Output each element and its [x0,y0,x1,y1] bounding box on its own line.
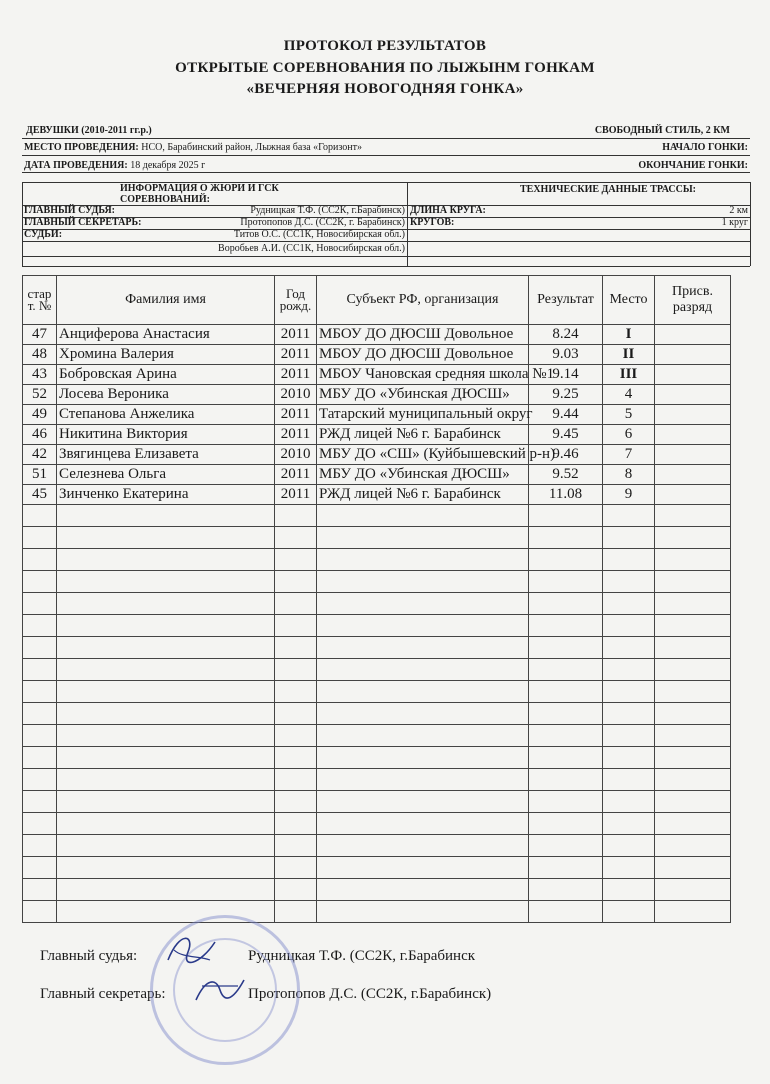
cell-place [603,747,655,769]
laps-label: КРУГОВ: [410,217,455,228]
cell-bib: 42 [23,445,57,465]
cell-year [275,791,317,813]
signature-judge-label: Главный судья: [40,948,138,964]
cell-result [529,593,603,615]
table-header-row [23,276,731,325]
cell-rank [655,465,731,485]
cell-rank [655,901,731,923]
cell-result [529,813,603,835]
cell-name [57,769,275,791]
cell-rank [655,835,731,857]
cell-place [603,703,655,725]
cell-result [529,703,603,725]
protocol-title: ПРОТОКОЛ РЕЗУЛЬТАТОВ [283,38,487,54]
cell-place: III [603,365,655,385]
cell-org [317,505,529,527]
cell-name: Хромина Валерия [57,345,275,365]
date-label: ДАТА ПРОВЕДЕНИЯ: [24,160,128,171]
cell-year [275,681,317,703]
cell-bib [23,725,57,747]
cell-year [275,505,317,527]
cell-name [57,615,275,637]
cell-result [529,791,603,813]
cell-name: Никитина Виктория [57,425,275,445]
start-label: НАЧАЛО ГОНКИ: [662,142,748,153]
cell-bib [23,813,57,835]
empty-table-row [23,901,731,923]
table-row [23,425,731,445]
empty-table-row [23,549,731,571]
cell-year: 2011 [275,345,317,365]
cell-name [57,747,275,769]
cell-year: 2011 [275,365,317,385]
cell-bib [23,857,57,879]
empty-table-row [23,813,731,835]
cell-result [529,615,603,637]
cell-rank [655,345,731,365]
cell-bib [23,835,57,857]
cell-year [275,703,317,725]
lap-length-label: ДЛИНА КРУГА: [410,205,486,216]
cell-bib [23,549,57,571]
empty-table-row [23,681,731,703]
cell-org [317,703,529,725]
cell-place: 8 [603,465,655,485]
cell-result [529,769,603,791]
cell-org: РЖД лицей №6 г. Барабинск [317,485,529,505]
cell-org [317,681,529,703]
cell-year [275,857,317,879]
cell-result: 9.45 [529,425,603,445]
cell-bib [23,703,57,725]
cell-org: МБОУ Чановская средняя школа №1 [317,365,529,385]
cell-name [57,527,275,549]
cell-bib: 49 [23,405,57,425]
cell-year [275,879,317,901]
cell-org: МБОУ ДО ДЮСШ Довольное [317,345,529,365]
cell-org [317,725,529,747]
cell-result [529,857,603,879]
cell-rank [655,527,731,549]
empty-table-row [23,879,731,901]
chief-secretary-label: ГЛАВНЫЙ СЕКРЕТАРЬ: [24,217,142,228]
cell-org [317,879,529,901]
cell-year: 2011 [275,485,317,505]
cell-org: МБУ ДО «Убинская ДЮСШ» [317,465,529,485]
track-title: ТЕХНИЧЕСКИЕ ДАННЫЕ ТРАССЫ: [520,184,697,195]
empty-table-row [23,769,731,791]
cell-result: 9.46 [529,445,603,465]
cell-name [57,813,275,835]
signature-secretary-name: Протопопов Д.С. (СС2К, г.Барабинск) [248,986,492,1002]
header-name: Фамилия имя [57,276,275,325]
lap-length-value: 2 км [729,205,748,216]
signature-judge-name: Рудницкая Т.Ф. (СС2К, г.Барабинск [248,948,476,964]
header-result: Результат [529,276,603,325]
cell-bib: 47 [23,325,57,345]
cell-place [603,549,655,571]
cell-place [603,659,655,681]
cell-rank [655,681,731,703]
empty-table-row [23,791,731,813]
cell-bib: 45 [23,485,57,505]
empty-table-row [23,571,731,593]
cell-bib [23,791,57,813]
cell-year [275,835,317,857]
venue-row [24,142,362,153]
cell-place: 7 [603,445,655,465]
cell-org [317,549,529,571]
cell-name: Зинченко Екатерина [57,485,275,505]
cell-year [275,571,317,593]
cell-place [603,879,655,901]
cell-year: 2011 [275,405,317,425]
cell-org: МБУ ДО «Убинская ДЮСШ» [317,385,529,405]
empty-table-row [23,527,731,549]
chief-judge-label: ГЛАВНЫЙ СУДЬЯ: [24,205,116,216]
empty-table-row [23,857,731,879]
cell-name [57,659,275,681]
cell-rank [655,857,731,879]
cell-year [275,527,317,549]
cell-name [57,791,275,813]
competition-title: ОТКРЫТЫЕ СОРЕВНОВАНИЯ ПО ЛЫЖЫНМ ГОНКАМ [175,60,595,76]
cell-name: Лосева Вероника [57,385,275,405]
table-row [23,385,731,405]
cell-result [529,879,603,901]
cell-result [529,901,603,923]
laps-value: 1 круг [721,217,748,228]
cell-place: 5 [603,405,655,425]
cell-name [57,681,275,703]
cell-name [57,703,275,725]
table-row [23,445,731,465]
table-row [23,405,731,425]
cell-name [57,571,275,593]
cell-rank [655,703,731,725]
cell-org [317,857,529,879]
cell-bib [23,505,57,527]
jury-title: ИНФОРМАЦИЯ О ЖЮРИ И ГСК СОРЕВНОВАНИЙ: [120,183,279,205]
table-row [23,345,731,365]
cell-rank [655,571,731,593]
cell-name: Селезнева Ольга [57,465,275,485]
results-table [22,275,731,923]
cell-result [529,549,603,571]
cell-rank [655,615,731,637]
cell-name: Бобровская Арина [57,365,275,385]
cell-rank [655,405,731,425]
date-value: 18 декабря 2025 г [130,160,206,171]
empty-table-row [23,747,731,769]
cell-rank [655,445,731,465]
chief-secretary-value: Протопопов Д.С. (СС2К, г. Барабинск) [240,217,405,228]
cell-year: 2011 [275,425,317,445]
race-title: «ВЕЧЕРНЯЯ НОВОГОДНЯЯ ГОНКА» [246,81,524,97]
signature-secretary-label: Главный секретарь: [40,986,166,1002]
cell-rank [655,385,731,405]
cell-result: 11.08 [529,485,603,505]
cell-place: 6 [603,425,655,445]
cell-rank [655,813,731,835]
empty-table-row [23,505,731,527]
cell-year: 2010 [275,385,317,405]
cell-year [275,813,317,835]
cell-rank [655,365,731,385]
empty-table-row [23,615,731,637]
empty-table-row [23,835,731,857]
cell-year: 2011 [275,465,317,485]
cell-year [275,747,317,769]
cell-name: Степанова Анжелика [57,405,275,425]
judge-2: Воробьев А.И. (СС1К, Новосибирская обл.) [218,243,405,254]
cell-bib [23,571,57,593]
cell-place [603,901,655,923]
cell-year [275,769,317,791]
cell-year [275,637,317,659]
cell-name [57,835,275,857]
table-row [23,465,731,485]
empty-table-row [23,637,731,659]
cell-result [529,571,603,593]
cell-org [317,593,529,615]
cell-bib [23,527,57,549]
cell-result [529,527,603,549]
header-org: Субъект РФ, организация [317,276,529,325]
cell-place [603,681,655,703]
cell-result: 9.52 [529,465,603,485]
cell-rank [655,747,731,769]
cell-result [529,681,603,703]
cell-year [275,725,317,747]
cell-org [317,813,529,835]
cell-name [57,593,275,615]
table-row [23,485,731,505]
cell-result [529,747,603,769]
cell-rank [655,425,731,445]
cell-place [603,813,655,835]
cell-place [603,835,655,857]
end-label: ОКОНЧАНИЕ ГОНКИ: [638,160,748,171]
cell-bib [23,901,57,923]
cell-bib: 52 [23,385,57,405]
cell-org: Татарский муниципальный округ [317,405,529,425]
style-label: СВОБОДНЫЙ СТИЛЬ, 2 КМ [594,125,730,136]
cell-place: 9 [603,485,655,505]
cell-org [317,659,529,681]
cell-bib [23,681,57,703]
cell-place [603,527,655,549]
cell-bib [23,615,57,637]
cell-place: 4 [603,385,655,405]
cell-year: 2010 [275,445,317,465]
cell-bib [23,769,57,791]
cell-result [529,637,603,659]
cell-org [317,637,529,659]
cell-org [317,835,529,857]
cell-place [603,615,655,637]
cell-place [603,857,655,879]
cell-result: 9.03 [529,345,603,365]
cell-result [529,725,603,747]
cell-rank [655,505,731,527]
cell-org [317,527,529,549]
cell-year [275,659,317,681]
cell-result: 9.25 [529,385,603,405]
cell-result: 8.24 [529,325,603,345]
header-rank: Присв. разряд [655,276,731,325]
cell-year [275,615,317,637]
cell-org [317,791,529,813]
cell-rank [655,325,731,345]
header-year: Год рожд. [275,276,317,325]
cell-place [603,505,655,527]
cell-name: Анциферова Анастасия [57,325,275,345]
cell-rank [655,725,731,747]
cell-year [275,549,317,571]
judge-1: Титов О.С. (СС1К, Новосибирская обл.) [233,229,405,240]
empty-table-row [23,593,731,615]
cell-org [317,901,529,923]
cell-year: 2011 [275,325,317,345]
cell-org: МБОУ ДО ДЮСШ Довольное [317,325,529,345]
cell-result [529,835,603,857]
cell-name [57,725,275,747]
cell-result [529,505,603,527]
header-bib: стар т. № [23,276,57,325]
cell-bib [23,593,57,615]
cell-bib: 43 [23,365,57,385]
cell-year [275,901,317,923]
cell-bib [23,637,57,659]
cell-org: МБУ ДО «СШ» (Куйбышевский р-н) [317,445,529,465]
cell-place [603,769,655,791]
cell-place [603,725,655,747]
cell-rank [655,549,731,571]
cell-rank [655,485,731,505]
venue-label: МЕСТО ПРОВЕДЕНИЯ: [24,142,139,153]
cell-rank [655,879,731,901]
cell-name: Звягинцева Елизавета [57,445,275,465]
cell-org [317,571,529,593]
cell-org: РЖД лицей №6 г. Барабинск [317,425,529,445]
judge-signature [160,930,220,970]
judges-label: СУДЬИ: [24,229,63,240]
cell-year [275,593,317,615]
cell-rank [655,769,731,791]
cell-name [57,505,275,527]
cell-place: II [603,345,655,365]
cell-org [317,615,529,637]
cell-place [603,637,655,659]
cell-place [603,571,655,593]
cell-bib: 51 [23,465,57,485]
group-label: ДЕВУШКИ (2010-2011 гг.р.) [26,125,152,136]
cell-rank [655,593,731,615]
cell-bib: 48 [23,345,57,365]
cell-bib [23,747,57,769]
cell-rank [655,637,731,659]
cell-place [603,791,655,813]
date-row [24,160,205,171]
cell-result: 9.14 [529,365,603,385]
cell-name [57,879,275,901]
empty-table-row [23,659,731,681]
cell-bib: 46 [23,425,57,445]
empty-table-row [23,725,731,747]
chief-judge-value: Рудницкая Т.Ф. (СС2К, г.Барабинск) [250,205,405,216]
cell-org [317,747,529,769]
cell-bib [23,879,57,901]
cell-org [317,769,529,791]
cell-name [57,637,275,659]
cell-rank [655,791,731,813]
cell-rank [655,659,731,681]
cell-name [57,549,275,571]
empty-table-row [23,703,731,725]
cell-place: I [603,325,655,345]
cell-bib [23,659,57,681]
cell-name [57,857,275,879]
cell-result [529,659,603,681]
venue-value: НСО, Барабинский район, Лыжная база «Горизонт» [141,142,363,153]
table-row [23,325,731,345]
header-place: Место [603,276,655,325]
cell-place [603,593,655,615]
secretary-signature [190,972,250,1012]
table-row [23,365,731,385]
cell-result: 9.44 [529,405,603,425]
